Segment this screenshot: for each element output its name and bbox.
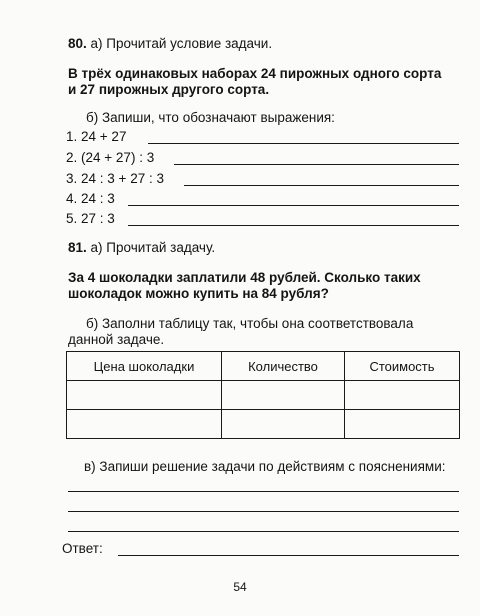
table-cell[interactable] [67,381,222,410]
expression-text: 24 + 27 [81,129,127,144]
table-cell[interactable] [345,410,460,439]
task81-part-b-line2: данной задаче. [68,332,165,347]
task80-part-a: а) Прочитай условие задачи. [90,36,273,51]
task80-problem-line2: и 27 пирожных другого сорта. [68,82,270,97]
answer-line[interactable] [174,164,459,165]
expression-item [66,150,154,165]
task80-part-b: б) Запиши, что обозначают выражения: [86,110,335,125]
solution-line[interactable] [68,511,459,512]
expression-number: 3. [66,171,78,186]
task81-part-c: в) Запиши решение задачи по действиям с пояснениями: [84,459,446,474]
task80-problem-line1: В трёх одинаковых наборах 24 пирожных одного сорта [68,66,442,81]
table-cell[interactable] [345,381,460,410]
expression-number: 2. [66,150,78,165]
task81-header [68,240,215,255]
table-header-price: Цена шоколадки [67,352,222,381]
expression-item [66,129,126,144]
expression-item [66,171,164,186]
table-cell[interactable] [67,410,222,439]
expression-text: 24 : 3 + 27 : 3 [81,171,164,186]
expression-number: 5. [66,211,78,226]
task80-problem [68,66,441,98]
task81-part-b-line1: б) Заполни таблицу так, чтобы она соответствовала [86,316,414,331]
table-header-quantity: Количество [222,352,345,381]
expression-number: 4. [66,191,78,206]
solution-line[interactable] [68,531,459,532]
expression-text: (24 + 27) : 3 [81,150,155,165]
table-cell[interactable] [222,410,345,439]
table-header-cost: Стоимость [345,352,460,381]
task81-number: 81. [68,240,87,255]
table-row [67,410,460,439]
solution-line[interactable] [68,491,459,492]
table-cell[interactable] [222,381,345,410]
expression-item [66,191,115,206]
task80-header [68,36,272,51]
task81-problem-line2: шоколадок можно купить на 84 рубля? [68,286,329,301]
table-row [67,381,460,410]
table-header-row [67,352,460,381]
expression-item [66,211,115,226]
answer-line[interactable] [128,205,459,206]
answer-line[interactable] [128,225,459,226]
expression-number: 1. [66,129,78,144]
expression-text: 27 : 3 [81,211,115,226]
task81-part-a: а) Прочитай задачу. [90,240,216,255]
answer-label: Ответ: [62,541,103,556]
answer-line[interactable] [148,143,459,144]
page-number: 54 [233,580,247,594]
expression-text: 24 : 3 [81,191,115,206]
task81-part-b [68,316,413,348]
answer-line[interactable] [184,185,459,186]
task80-number: 80. [68,36,87,51]
fill-table [66,351,460,439]
task81-problem-line1: За 4 шоколадки заплатили 48 рублей. Сколько таких [68,270,421,285]
task81-problem [68,270,421,302]
answer-input-line[interactable] [118,555,459,556]
